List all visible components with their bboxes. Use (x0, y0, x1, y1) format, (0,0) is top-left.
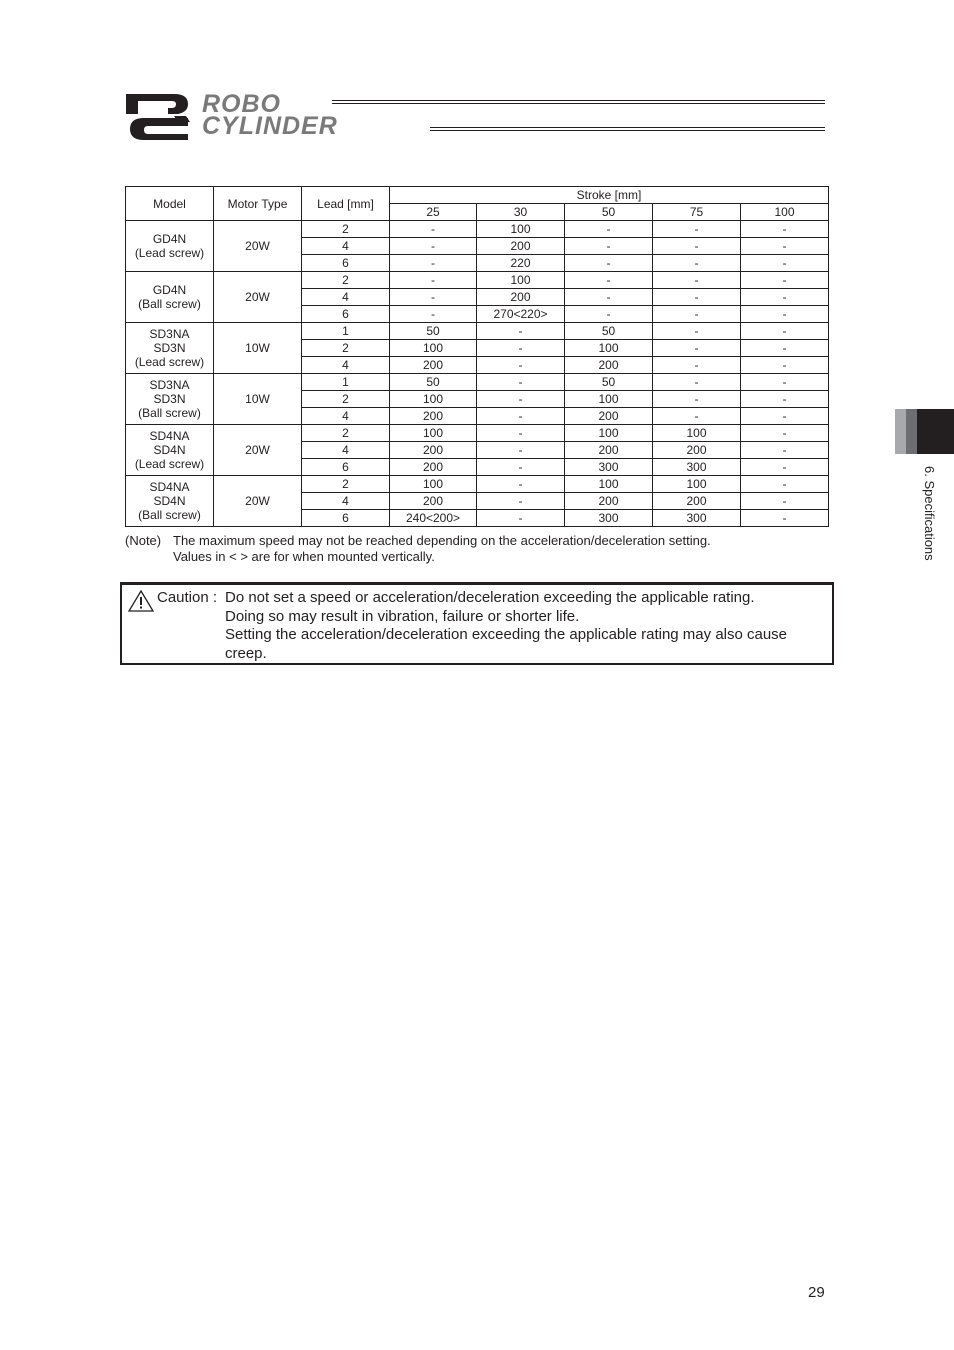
model-cell (126, 323, 214, 374)
speed-value-cell: - (741, 357, 829, 374)
lead-cell: 2 (302, 221, 390, 238)
speed-value-cell: - (741, 459, 829, 476)
speed-value-cell: - (653, 221, 741, 238)
speed-value-cell: - (477, 442, 565, 459)
lead-cell: 2 (302, 272, 390, 289)
motor-type-cell: 20W (214, 425, 302, 476)
speed-value-cell: - (741, 374, 829, 391)
speed-spec-table (125, 186, 829, 527)
speed-value-cell: - (741, 391, 829, 408)
model-name-line: SD3NA (149, 378, 190, 392)
speed-value-cell: 200 (565, 408, 653, 425)
motor-type-cell: 20W (214, 476, 302, 527)
rc-logo-icon (124, 92, 200, 142)
speed-value-cell: 240<200> (390, 510, 477, 527)
speed-value-cell: - (390, 238, 477, 255)
speed-value-cell: - (741, 323, 829, 340)
motor-type-cell: 20W (214, 221, 302, 272)
model-cell (126, 272, 214, 323)
speed-value-cell: - (565, 238, 653, 255)
table-row (126, 374, 829, 391)
header-stroke-75: 75 (653, 204, 741, 221)
speed-value-cell: - (477, 510, 565, 527)
speed-value-cell: 300 (565, 510, 653, 527)
speed-value-cell: 100 (653, 476, 741, 493)
header-stroke-100: 100 (741, 204, 829, 221)
model-name-line: (Lead screw) (134, 355, 205, 369)
speed-value-cell: 200 (653, 442, 741, 459)
speed-value-cell: - (741, 493, 829, 510)
speed-value-cell: - (653, 323, 741, 340)
model-cell (126, 221, 214, 272)
motor-type-cell: 10W (214, 374, 302, 425)
model-name-line: SD3N (153, 341, 186, 355)
header-model: Model (126, 187, 214, 221)
speed-value-cell: - (741, 289, 829, 306)
caution-line-4: creep. (225, 645, 267, 662)
model-name-line: SD4NA (149, 480, 190, 494)
header-rule-top (332, 100, 825, 104)
note-label: (Note) (125, 533, 162, 548)
motor-type-cell: 20W (214, 272, 302, 323)
speed-value-cell: - (741, 442, 829, 459)
lead-cell: 4 (302, 408, 390, 425)
lead-cell: 2 (302, 425, 390, 442)
speed-value-cell: 200 (390, 459, 477, 476)
speed-value-cell: - (565, 255, 653, 272)
caution-box (120, 582, 834, 665)
speed-value-cell: - (477, 357, 565, 374)
speed-value-cell: 200 (390, 357, 477, 374)
speed-value-cell: 200 (390, 442, 477, 459)
speed-value-cell: - (741, 476, 829, 493)
caution-label: Caution : (157, 589, 218, 606)
lead-cell: 6 (302, 255, 390, 272)
model-cell (126, 425, 214, 476)
speed-value-cell: - (390, 255, 477, 272)
model-cell (126, 374, 214, 425)
speed-value-cell: - (653, 357, 741, 374)
model-name-line: (Lead screw) (134, 457, 205, 471)
model-name-line: SD3NA (149, 327, 190, 341)
model-name-line: (Ball screw) (138, 297, 201, 311)
speed-value-cell: - (741, 340, 829, 357)
speed-value-cell: 200 (390, 408, 477, 425)
side-tab-label: 6. Specifications (922, 466, 937, 561)
speed-value-cell: 100 (565, 425, 653, 442)
speed-value-cell: - (741, 272, 829, 289)
page-number: 29 (808, 1284, 825, 1301)
header-rule-bottom (430, 127, 825, 131)
speed-value-cell: - (741, 425, 829, 442)
speed-value-cell: 200 (653, 493, 741, 510)
logo-text-robo: ROBO (202, 90, 281, 118)
side-tab-mid (906, 409, 917, 454)
speed-value-cell: - (565, 289, 653, 306)
speed-value-cell: - (477, 374, 565, 391)
caution-line-2: Doing so may result in vibration, failure or shorter life. (225, 608, 580, 625)
speed-value-cell: 100 (477, 272, 565, 289)
speed-value-cell: - (390, 221, 477, 238)
table-row (126, 425, 829, 442)
lead-cell: 2 (302, 391, 390, 408)
lead-cell: 2 (302, 476, 390, 493)
speed-value-cell: - (477, 459, 565, 476)
speed-value-cell: 50 (565, 323, 653, 340)
speed-value-cell: - (565, 306, 653, 323)
speed-value-cell: - (477, 391, 565, 408)
lead-cell: 4 (302, 289, 390, 306)
table-body (126, 221, 829, 527)
speed-value-cell: 200 (565, 493, 653, 510)
speed-value-cell: 100 (565, 391, 653, 408)
speed-value-cell: 300 (653, 510, 741, 527)
speed-value-cell: - (565, 221, 653, 238)
speed-value-cell: 100 (390, 391, 477, 408)
speed-value-cell: 100 (390, 476, 477, 493)
speed-value-cell: - (653, 340, 741, 357)
note-line-2: Values in < > are for when mounted vertically. (173, 549, 435, 564)
model-name-line: SD4NA (149, 429, 190, 443)
speed-value-cell: - (477, 476, 565, 493)
speed-value-cell: 200 (565, 442, 653, 459)
speed-value-cell: - (741, 255, 829, 272)
model-name-line: GD4N (152, 232, 187, 246)
model-name-line: SD4N (153, 494, 186, 508)
speed-value-cell: - (741, 510, 829, 527)
lead-cell: 6 (302, 459, 390, 476)
speed-value-cell: 50 (390, 323, 477, 340)
lead-cell: 6 (302, 510, 390, 527)
speed-value-cell: - (653, 289, 741, 306)
speed-value-cell: 50 (390, 374, 477, 391)
speed-value-cell: - (390, 306, 477, 323)
lead-cell: 6 (302, 306, 390, 323)
lead-cell: 1 (302, 374, 390, 391)
model-name-line: SD3N (153, 392, 186, 406)
motor-type-cell: 10W (214, 323, 302, 374)
header-stroke-50: 50 (565, 204, 653, 221)
note-line-1: The maximum speed may not be reached depending on the acceleration/deceleration setting. (173, 533, 711, 548)
speed-value-cell: - (741, 306, 829, 323)
caution-line-3: Setting the acceleration/deceleration exceeding the applicable rating may also cause (225, 626, 788, 643)
header-stroke: Stroke [mm] (390, 187, 829, 204)
speed-value-cell: - (653, 255, 741, 272)
speed-value-cell: 200 (477, 238, 565, 255)
header-stroke-25: 25 (390, 204, 477, 221)
speed-value-cell: - (390, 289, 477, 306)
logo-text-cylinder: CYLINDER (202, 112, 338, 140)
speed-value-cell: - (477, 493, 565, 510)
table-row (126, 272, 829, 289)
speed-value-cell: 100 (653, 425, 741, 442)
side-tab-light (895, 409, 906, 454)
speed-value-cell: 220 (477, 255, 565, 272)
table-row (126, 221, 829, 238)
header-stroke-30: 30 (477, 204, 565, 221)
speed-value-cell: 100 (565, 476, 653, 493)
speed-value-cell: 300 (653, 459, 741, 476)
speed-value-cell: - (477, 408, 565, 425)
speed-value-cell: - (565, 272, 653, 289)
speed-value-cell: 200 (477, 289, 565, 306)
speed-value-cell: - (741, 408, 829, 425)
speed-value-cell: 270<220> (477, 306, 565, 323)
speed-value-cell: - (653, 306, 741, 323)
lead-cell: 1 (302, 323, 390, 340)
speed-value-cell: - (653, 238, 741, 255)
speed-value-cell: - (653, 408, 741, 425)
speed-value-cell: 200 (390, 493, 477, 510)
model-name-line: GD4N (152, 283, 187, 297)
lead-cell: 4 (302, 357, 390, 374)
warning-triangle-icon (128, 590, 154, 612)
model-name-line: (Ball screw) (138, 508, 201, 522)
speed-value-cell: 50 (565, 374, 653, 391)
speed-value-cell: - (653, 272, 741, 289)
header-motor-type: Motor Type (214, 187, 302, 221)
speed-value-cell: 100 (565, 340, 653, 357)
side-tab-dark (917, 409, 954, 454)
speed-value-cell: - (653, 374, 741, 391)
header-lead: Lead [mm] (302, 187, 390, 221)
speed-value-cell: - (390, 272, 477, 289)
speed-value-cell: 100 (477, 221, 565, 238)
speed-value-cell: - (653, 391, 741, 408)
speed-value-cell: 100 (390, 425, 477, 442)
speed-value-cell: - (741, 238, 829, 255)
table-row (126, 323, 829, 340)
table-row (126, 476, 829, 493)
speed-value-cell: 100 (390, 340, 477, 357)
lead-cell: 2 (302, 340, 390, 357)
lead-cell: 4 (302, 442, 390, 459)
lead-cell: 4 (302, 493, 390, 510)
speed-value-cell: - (477, 425, 565, 442)
speed-value-cell: - (477, 323, 565, 340)
caution-line-1: Do not set a speed or acceleration/deceleration exceeding the applicable rating. (225, 589, 755, 606)
model-name-line: (Ball screw) (138, 406, 201, 420)
model-name-line: SD4N (153, 443, 186, 457)
model-cell (126, 476, 214, 527)
speed-value-cell: 300 (565, 459, 653, 476)
speed-value-cell: - (741, 221, 829, 238)
speed-value-cell: - (477, 340, 565, 357)
lead-cell: 4 (302, 238, 390, 255)
speed-value-cell: 200 (565, 357, 653, 374)
model-name-line: (Lead screw) (134, 246, 205, 260)
